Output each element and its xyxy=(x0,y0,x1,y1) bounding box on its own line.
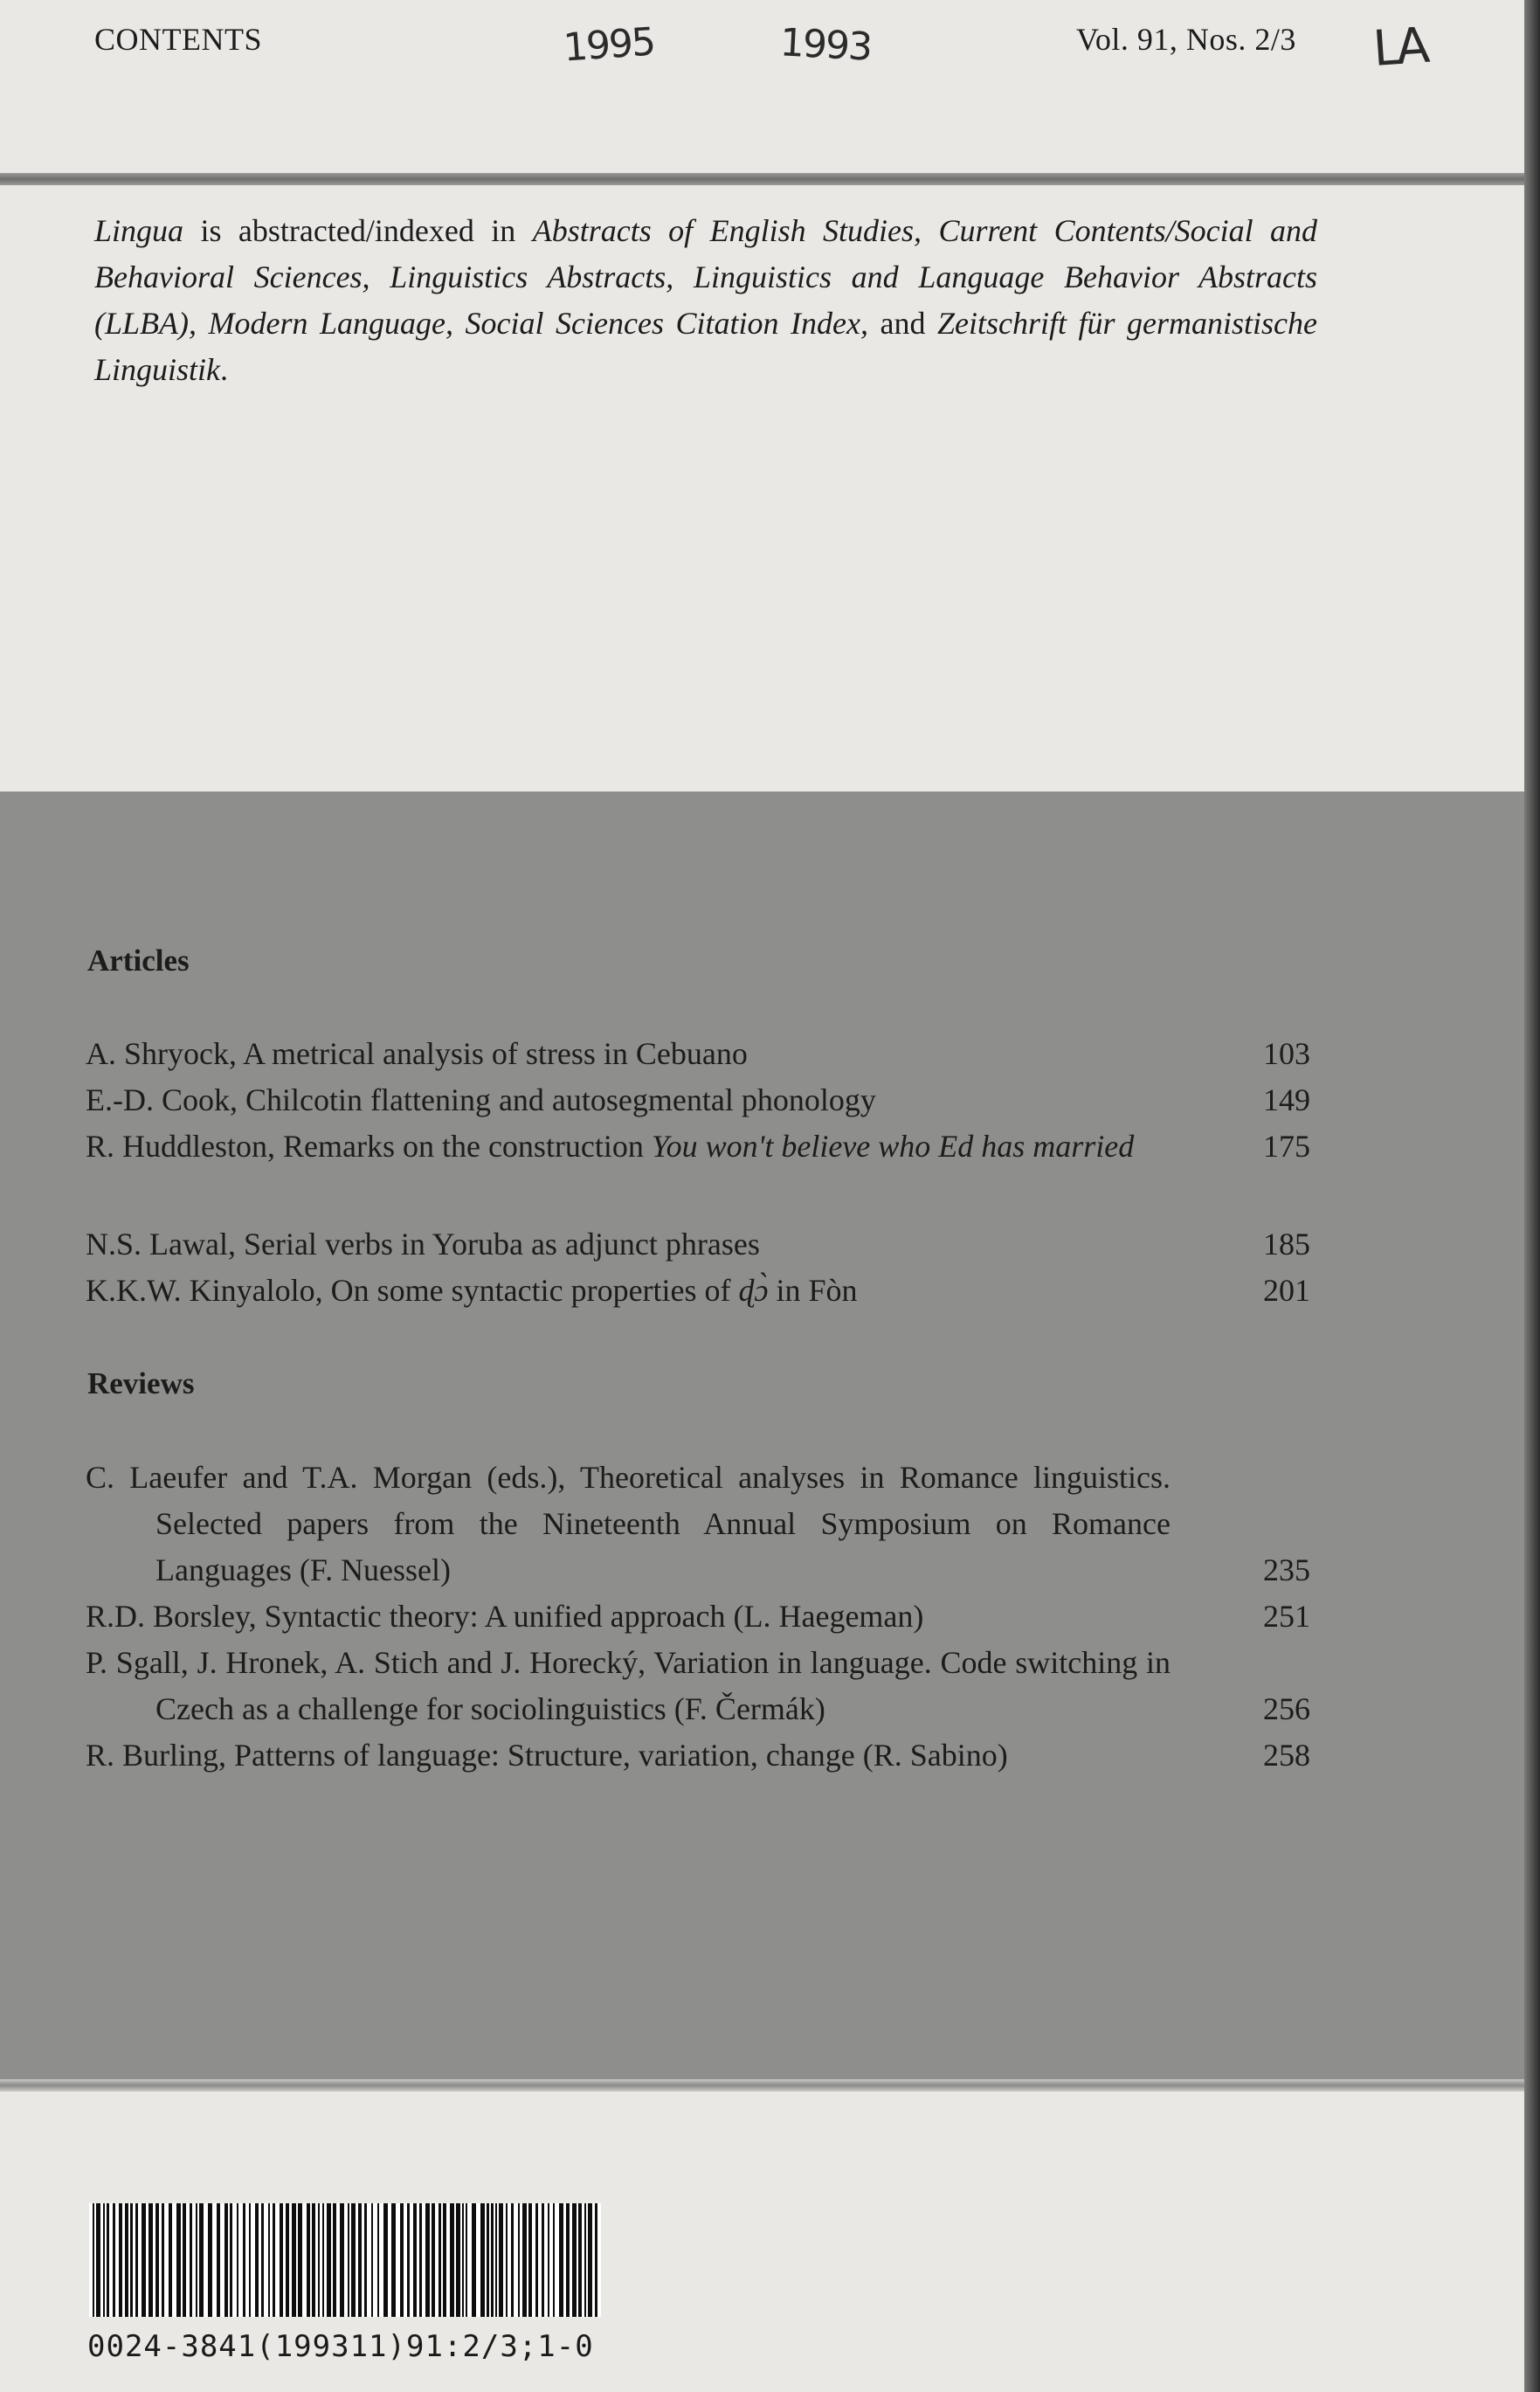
review-page: 258 xyxy=(1263,1738,1310,1773)
barcode-bar xyxy=(566,2203,570,2317)
review-entry xyxy=(86,1640,1310,1732)
articles-heading: Articles xyxy=(87,944,190,978)
barcode-bar xyxy=(340,2203,344,2317)
article-text: A. Shryock, A metrical analysis of stress in Cebuano xyxy=(86,1036,748,1071)
barcode-bar xyxy=(535,2203,538,2317)
barcode-bar xyxy=(553,2203,555,2317)
barcode-bar xyxy=(162,2203,164,2317)
article-text xyxy=(86,1268,1171,1314)
barcode-bar xyxy=(217,2203,220,2317)
barcode-bar xyxy=(472,2203,476,2317)
barcode-bar xyxy=(351,2203,356,2317)
barcode-bar xyxy=(371,2203,373,2317)
barcode-bar xyxy=(199,2203,204,2317)
barcode-bar xyxy=(487,2203,489,2317)
barcode-bar xyxy=(130,2203,133,2317)
handwritten-note-3: LA xyxy=(1371,17,1426,78)
barcode-bar xyxy=(119,2203,122,2317)
barcode-bar xyxy=(96,2203,100,2317)
barcode-bar xyxy=(208,2203,212,2317)
barcode-bar xyxy=(528,2203,532,2317)
article-entry xyxy=(86,1123,1310,1170)
barcode-bar xyxy=(230,2203,232,2317)
review-text: R.D. Borsley, Syntactic theory: A unified approach (L. Haegeman) xyxy=(86,1599,924,1634)
barcode-bar xyxy=(176,2203,181,2317)
contents-heading: CONTENTS xyxy=(94,22,262,57)
barcode-bar xyxy=(135,2203,138,2317)
barcode xyxy=(89,2203,601,2317)
barcode-bar xyxy=(107,2203,109,2317)
barcode-bar xyxy=(273,2203,275,2317)
article-page: 175 xyxy=(1263,1129,1310,1164)
barcode-bar xyxy=(358,2203,362,2317)
indexing-end: . xyxy=(220,352,229,387)
barcode-bar xyxy=(584,2203,586,2317)
barcode-bar xyxy=(480,2203,485,2317)
barcode-bars xyxy=(89,2203,601,2317)
barcode-bar xyxy=(518,2203,520,2317)
review-page: 235 xyxy=(1263,1552,1310,1587)
bottom-rule xyxy=(0,2079,1524,2091)
barcode-bar xyxy=(348,2203,349,2317)
barcode-bar xyxy=(169,2203,172,2317)
barcode-bar xyxy=(249,2203,251,2317)
barcode-bar xyxy=(268,2203,270,2317)
barcode-bar xyxy=(318,2203,320,2317)
barcode-bar xyxy=(155,2203,159,2317)
article-text-italic: You won't believe who Ed has married xyxy=(651,1129,1135,1164)
barcode-bar xyxy=(499,2203,503,2317)
barcode-bar xyxy=(286,2203,289,2317)
review-entry xyxy=(86,1594,1310,1640)
article-page: 103 xyxy=(1263,1036,1310,1071)
barcode-bar xyxy=(559,2203,563,2317)
article-text: E.-D. Cook, Chilcotin flattening and autosegmental phonology xyxy=(86,1082,876,1117)
article-text-plain: R. Huddleston, Remarks on the construction xyxy=(86,1129,644,1164)
barcode-bar xyxy=(572,2203,577,2317)
barcode-bar xyxy=(595,2203,597,2317)
article-text-italic: ɖɔ̀ xyxy=(738,1273,769,1308)
barcode-bar xyxy=(103,2203,105,2317)
article-text: N.S. Lawal, Serial verbs in Yoruba as adjunct phrases xyxy=(86,1227,760,1262)
barcode-bar xyxy=(456,2203,460,2317)
indexing-last-service: Zeitschrift für germanistische Linguistik xyxy=(94,306,1317,387)
barcode-bar xyxy=(148,2203,153,2317)
barcode-bar xyxy=(425,2203,430,2317)
barcode-bar xyxy=(542,2203,544,2317)
barcode-bar xyxy=(125,2203,128,2317)
barcode-bar xyxy=(413,2203,417,2317)
review-page: 256 xyxy=(1263,1691,1310,1726)
article-page: 185 xyxy=(1263,1227,1310,1262)
barcode-bar xyxy=(506,2203,508,2317)
barcode-bar xyxy=(312,2203,315,2317)
barcode-bar xyxy=(466,2203,467,2317)
review-entry xyxy=(86,1455,1310,1594)
review-page: 251 xyxy=(1263,1599,1310,1634)
barcode-bar xyxy=(113,2203,115,2317)
barcode-bar xyxy=(432,2203,435,2317)
barcode-bar xyxy=(255,2203,259,2317)
barcode-bar xyxy=(578,2203,582,2317)
article-text-after: in Fòn xyxy=(776,1273,858,1308)
article-text-plain: K.K.W. Kinyalolo, On some syntactic properties of xyxy=(86,1273,731,1308)
barcode-number: 0024-3841(199311)91:2/3;1-0 xyxy=(87,2329,594,2364)
barcode-bar xyxy=(462,2203,464,2317)
barcode-bar xyxy=(322,2203,324,2317)
barcode-bar xyxy=(439,2203,441,2317)
barcode-bar xyxy=(280,2203,283,2317)
barcode-bar xyxy=(548,2203,549,2317)
barcode-bar xyxy=(142,2203,146,2317)
barcode-bar xyxy=(307,2203,310,2317)
article-entry xyxy=(86,1077,1310,1123)
barcode-bar xyxy=(588,2203,592,2317)
barcode-bar xyxy=(243,2203,245,2317)
barcode-bar xyxy=(419,2203,422,2317)
barcode-bar xyxy=(364,2203,367,2317)
article-text xyxy=(86,1123,1177,1170)
barcode-bar xyxy=(377,2203,379,2317)
barcode-bar xyxy=(224,2203,228,2317)
barcode-bar xyxy=(400,2203,404,2317)
review-text: C. Laeufer and T.A. Morgan (eds.), Theoretical analyses in Romance linguistics. Selected papers from the Nineteenth Annual Symposium on Romance Languages (F. Nuessel) xyxy=(86,1460,1171,1587)
review-entry xyxy=(86,1732,1310,1779)
barcode-bar xyxy=(495,2203,497,2317)
top-rule xyxy=(0,173,1524,185)
article-entry xyxy=(86,1221,1310,1268)
indexing-statement xyxy=(94,208,1317,393)
indexing-intro: is abstracted/indexed in xyxy=(200,213,516,248)
barcode-bar xyxy=(327,2203,331,2317)
barcode-bar xyxy=(93,2203,94,2317)
barcode-bar xyxy=(491,2203,494,2317)
indexing-and: and xyxy=(880,306,926,341)
handwritten-note-1: 1995 xyxy=(562,19,656,71)
review-text: R. Burling, Patterns of language: Structure, variation, change (R. Sabino) xyxy=(86,1738,1008,1773)
barcode-bar xyxy=(333,2203,336,2317)
barcode-bar xyxy=(261,2203,264,2317)
barcode-bar xyxy=(450,2203,454,2317)
barcode-bar xyxy=(292,2203,296,2317)
barcode-bar xyxy=(511,2203,514,2317)
handwritten-note-2: 1993 xyxy=(778,20,873,70)
barcode-bar xyxy=(522,2203,527,2317)
review-text: P. Sgall, J. Hronek, A. Stich and J. Horecký, Variation in language. Code switching in Czech as a challenge for sociolinguistics (F. Čermák) xyxy=(86,1645,1171,1726)
barcode-bar xyxy=(190,2203,192,2317)
barcode-bar xyxy=(391,2203,396,2317)
binding-edge xyxy=(1524,0,1540,2392)
barcode-bar xyxy=(183,2203,186,2317)
barcode-bar xyxy=(237,2203,238,2317)
article-entry xyxy=(86,1268,1310,1314)
journal-name: Lingua xyxy=(94,213,184,248)
reviews-heading: Reviews xyxy=(87,1366,195,1400)
volume-label: Vol. 91, Nos. 2/3 xyxy=(1076,22,1296,57)
article-page: 149 xyxy=(1263,1082,1310,1117)
barcode-bar xyxy=(443,2203,446,2317)
contents-panel xyxy=(0,792,1524,2079)
barcode-bar xyxy=(298,2203,302,2317)
barcode-bar xyxy=(407,2203,410,2317)
article-entry xyxy=(86,1031,1310,1077)
barcode-bar xyxy=(196,2203,197,2317)
barcode-bar xyxy=(383,2203,388,2317)
article-page: 201 xyxy=(1263,1273,1310,1308)
indexing-services: Abstracts of English Studies, Current Contents/Social and Behavioral Sciences, Linguistics Abstracts, Linguistics and Language Behavior Abstracts (LLBA), Modern Language, Social Sciences Citation Index, xyxy=(94,213,1318,341)
